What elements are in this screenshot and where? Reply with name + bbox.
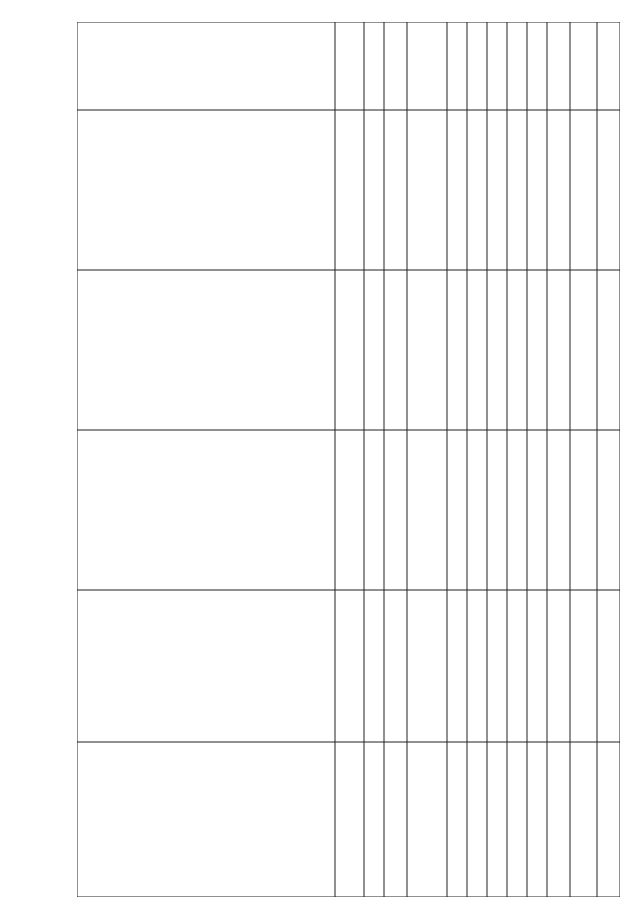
row-grid	[77, 110, 620, 742]
column-grid	[335, 22, 597, 897]
table-outer-border	[77, 22, 620, 897]
report-table	[77, 22, 620, 897]
